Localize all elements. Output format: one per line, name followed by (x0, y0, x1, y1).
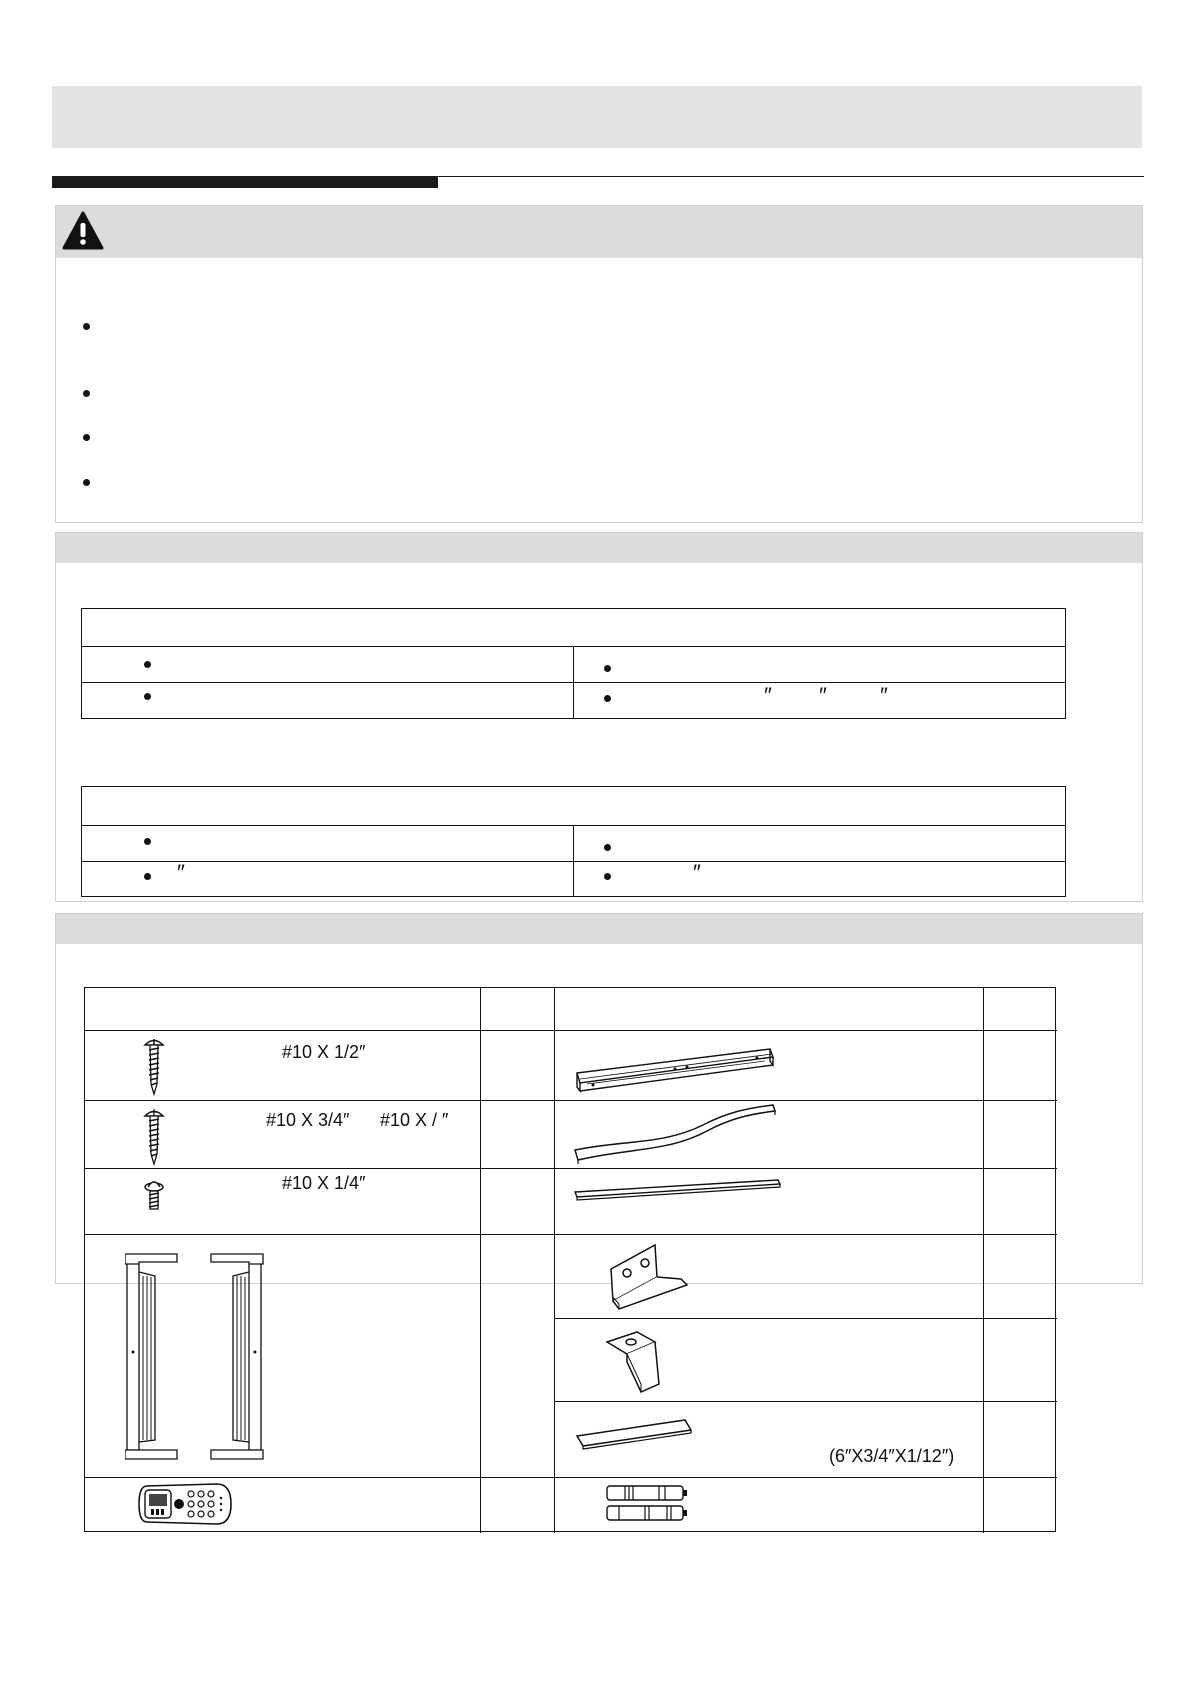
screw-spec: #10 X 3/4″ (266, 1110, 350, 1130)
pan-head-screw-long-icon (143, 1106, 165, 1166)
tools-table-2 (81, 786, 1066, 897)
table-row (82, 682, 1065, 719)
tools-panel (55, 532, 1143, 902)
pan-head-screw-icon (143, 1036, 165, 1096)
tool-bullet (604, 665, 611, 672)
header-band (52, 86, 1142, 148)
section-rule-thick (52, 176, 438, 188)
warning-bullet-2 (83, 390, 90, 397)
warning-bullet-3 (83, 434, 90, 441)
inch-mark: ″ (763, 683, 771, 708)
parts-table (84, 987, 1056, 1532)
inch-mark: ″ (818, 683, 826, 708)
table-row (82, 861, 1065, 897)
screw-spec: #10 X 1/2″ (282, 1042, 366, 1062)
tool-bullet (144, 873, 151, 880)
tool-bullet (604, 873, 611, 880)
tools-header (56, 533, 1142, 563)
warning-triangle-icon (60, 208, 106, 254)
warning-panel (55, 205, 1143, 523)
table-row (82, 646, 1065, 683)
warning-bullet-4 (83, 479, 90, 486)
tool-bullet (604, 695, 611, 702)
warning-bullet-1 (83, 323, 90, 330)
screw-spec-2: #10 X / ″ (380, 1110, 449, 1130)
table-row (82, 825, 1065, 862)
tool-bullet (144, 661, 151, 668)
warning-header (56, 206, 1142, 258)
inch-mark: ″ (879, 683, 887, 708)
parts-header (56, 914, 1142, 944)
flat-strip-icon (573, 1174, 783, 1202)
tool-bullet (144, 693, 151, 700)
tools-table-1 (81, 608, 1066, 719)
washer-head-screw-icon (144, 1178, 164, 1212)
inch-mark: ″ (692, 860, 700, 885)
curved-foam-seal-icon (573, 1100, 778, 1166)
l-bracket-icon (605, 1241, 695, 1313)
remote-control-icon (137, 1482, 233, 1526)
inch-mark: ″ (176, 860, 184, 885)
tool-bullet (144, 838, 151, 845)
aaa-battery-icon (605, 1484, 695, 1526)
accordion-side-panel-icon (125, 1252, 265, 1462)
foam-seal-size: (6″X3/4″X1/12″) (829, 1446, 955, 1466)
lock-bracket-icon (605, 1326, 685, 1398)
window-rail-icon (575, 1043, 775, 1093)
tool-bullet (604, 844, 611, 851)
screw-spec: #10 X 1/4″ (282, 1173, 366, 1193)
foam-pad-icon (575, 1416, 695, 1450)
